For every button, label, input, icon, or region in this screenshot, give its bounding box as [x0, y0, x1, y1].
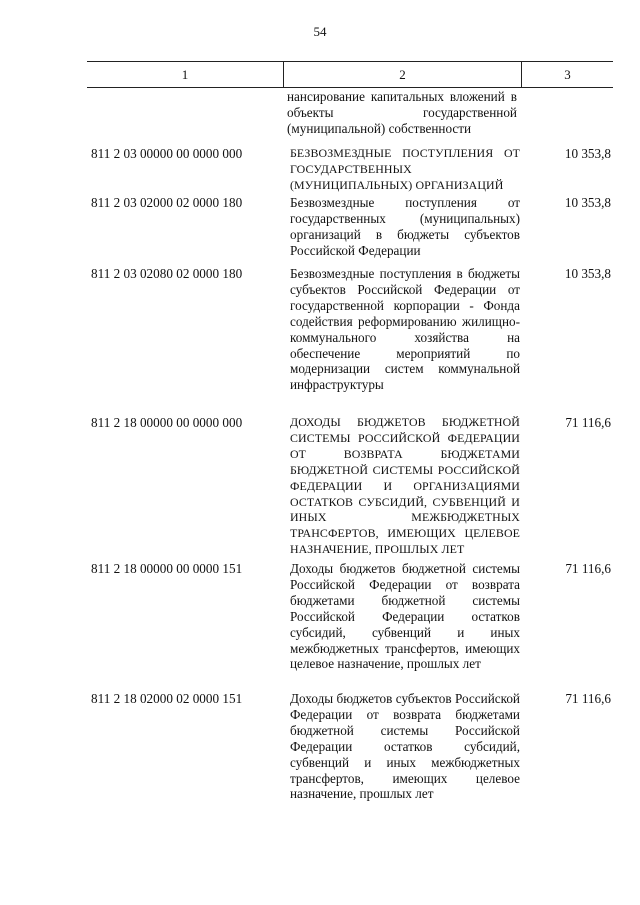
row-description: БЕЗВОЗМЕЗДНЫЕ ПОСТУПЛЕНИЯ ОТ ГОСУДАРСТВЕННЫХ (МУНИЦИПАЛЬНЫХ) ОРГАНИЗАЦИЙ	[290, 146, 520, 192]
table-row	[87, 266, 613, 393]
row-description: Доходы бюджетов субъектов Российской Федерации от возврата бюджетами бюджетной системы Российской Федерации остатков субсидий, субвенций и иных межбюджетных трансфертов, имеющих целевое назначение, прошлых лет	[290, 691, 520, 802]
row-description: Доходы бюджетов бюджетной системы Российской Федерации от возврата бюджетами бюджетной системы Российской Федерации остатков субсидий, субвенций и иных межбюджетных трансфертов, имеющих целевое назначение, прошлых лет	[290, 561, 520, 672]
budget-code: 811 2 03 02080 02 0000 180	[91, 266, 243, 281]
column-header-1: 1	[87, 62, 284, 87]
row-amount: 10 353,8	[564, 195, 611, 210]
budget-code: 811 2 03 02000 02 0000 180	[91, 195, 243, 210]
budget-code: 811 2 18 00000 00 0000 000	[91, 415, 243, 430]
budget-code: 811 2 18 02000 02 0000 151	[91, 691, 243, 706]
budget-code: 811 2 18 00000 00 0000 151	[91, 561, 243, 576]
budget-code: 811 2 03 00000 00 0000 000	[91, 146, 243, 161]
table-row	[87, 691, 613, 802]
table-row	[87, 195, 613, 259]
column-header-2: 2	[284, 62, 522, 87]
row-description: Безвозмездные поступления от государственных (муниципальных) организаций в бюджеты субъектов Российской Федерации	[290, 195, 520, 258]
row-description: Безвозмездные поступления в бюджеты субъектов Российской Федерации от государственной корпорации - Фонда содействия реформированию жилищно-коммунального хозяйства на обеспечение мероприятий по модернизации систем коммунальной инфраструктуры	[290, 266, 520, 393]
table-row	[87, 415, 613, 558]
table-row	[87, 561, 613, 672]
row-description: ДОХОДЫ БЮДЖЕТОВ БЮДЖЕТНОЙ СИСТЕМЫ РОССИЙСКОЙ ФЕДЕРАЦИИ ОТ ВОЗВРАТА БЮДЖЕТАМИ БЮДЖЕТНОЙ СИСТЕМЫ РОССИЙСКОЙ ФЕДЕРАЦИИ И ОРГАНИЗАЦИЯМИ ОСТАТКОВ СУБСИДИЙ, СУБВЕНЦИЙ И ИНЫХ МЕЖБЮДЖЕТНЫХ ТРАНСФЕРТОВ, ИМЕЮЩИХ ЦЕЛЕВОЕ НАЗНАЧЕНИЕ, ПРОШЛЫХ ЛЕТ	[290, 415, 520, 557]
continued-text: нансирование капитальных вложений в объекты государственной (муниципальной) собственности	[287, 89, 517, 136]
row-amount: 71 116,6	[565, 691, 611, 706]
continued-description	[287, 89, 517, 137]
row-amount: 10 353,8	[564, 266, 611, 281]
page-number: 54	[313, 24, 327, 39]
table-header	[87, 61, 613, 88]
row-amount: 71 116,6	[565, 561, 611, 576]
row-amount: 10 353,8	[564, 146, 611, 161]
table-row	[87, 146, 613, 194]
column-header-3: 3	[564, 66, 571, 82]
row-amount: 71 116,6	[565, 415, 611, 430]
